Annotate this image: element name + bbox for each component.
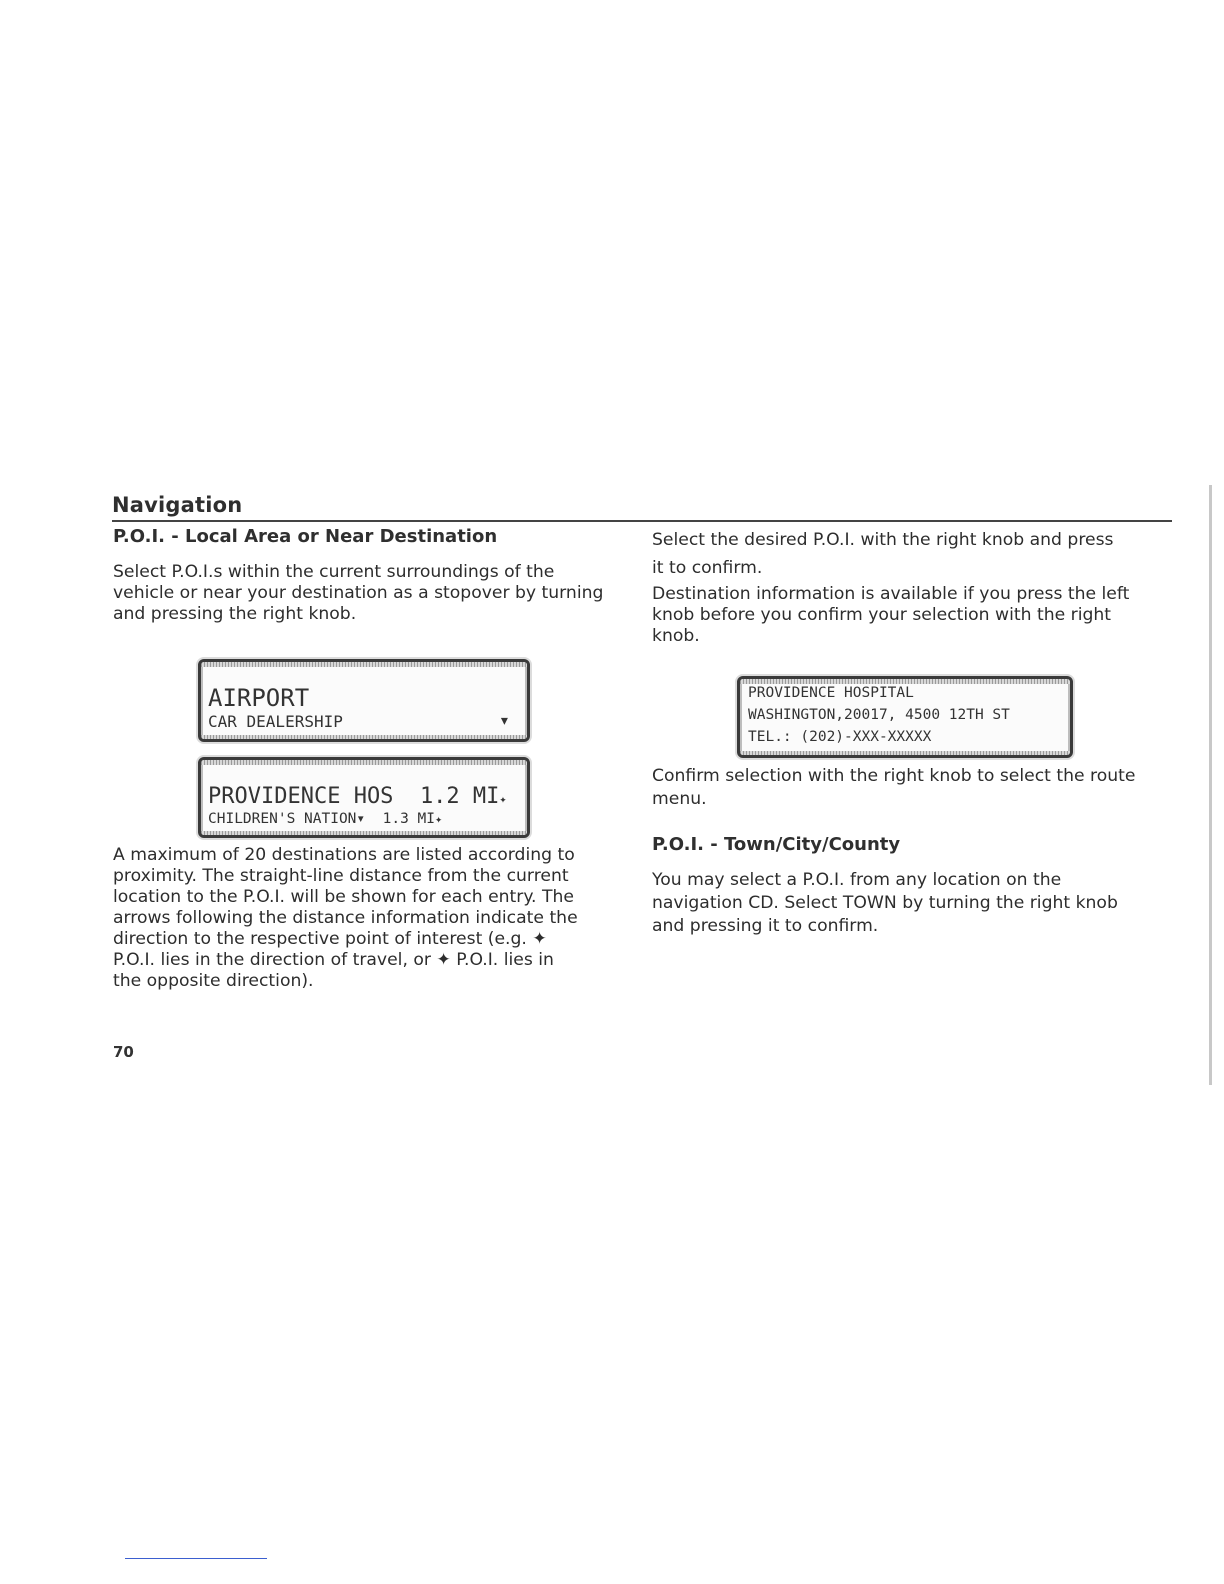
select-paragraph	[652, 526, 1172, 582]
paragraph-line: Select the desired P.O.I. with the right knob and press	[652, 530, 1114, 550]
paragraph-line: it to confirm.	[652, 558, 763, 578]
town-paragraph	[652, 869, 1172, 938]
display-destination-info	[737, 676, 1073, 758]
scroll-down-icon: ▾	[356, 811, 366, 827]
poi-name: CHILDREN'S NATION	[208, 811, 357, 827]
paragraph-line: menu.	[652, 789, 707, 809]
poi-name: PROVIDENCE HOS	[208, 784, 394, 809]
display-poi-category	[198, 659, 530, 742]
paragraph-line: navigation CD. Select TOWN by turning the right knob	[652, 893, 1118, 913]
footer-line	[125, 1558, 267, 1559]
page-edge-shadow	[1209, 485, 1212, 1085]
intro-line: vehicle or near your destination as a stopover by turning	[113, 583, 604, 603]
page-number: 70	[113, 1043, 134, 1061]
paragraph-line: knob.	[652, 626, 700, 646]
intro-paragraph	[113, 562, 633, 625]
display-poi-list	[198, 757, 530, 838]
destination-info-paragraph	[652, 584, 1172, 647]
body-line: P.O.I. lies in the direction of travel, or ✦ P.O.I. lies in	[113, 950, 554, 970]
paragraph-line: knob before you confirm your selection with the right	[652, 605, 1112, 625]
body-line: the opposite direction).	[113, 971, 314, 991]
poi-distance: 1.2 MI	[419, 784, 500, 809]
paragraph-line: You may select a P.O.I. from any location on the	[652, 870, 1062, 890]
body-line: proximity. The straight-line distance from the current	[113, 866, 569, 886]
display-line-secondary	[208, 811, 442, 827]
scroll-down-icon: ▾	[499, 710, 510, 731]
confirm-paragraph	[652, 765, 1172, 811]
direction-arrow-icon: ✦	[499, 792, 507, 806]
heading-local-area: P.O.I. - Local Area or Near Destination	[113, 526, 498, 547]
display-line-name: PROVIDENCE HOSPITAL	[748, 685, 914, 701]
display-line-primary	[208, 784, 507, 809]
paragraph-line: Confirm selection with the right knob to select the route	[652, 766, 1136, 786]
display-line-primary: AIRPORT	[208, 684, 310, 712]
heading-town-city-county: P.O.I. - Town/City/County	[652, 834, 901, 855]
body-line: A maximum of 20 destinations are listed according to	[113, 845, 575, 865]
direction-arrow-icon: ✦	[435, 812, 443, 826]
body-line: direction to the respective point of interest (e.g. ✦	[113, 929, 547, 949]
display-line-phone: TEL.: (202)-XXX-XXXXX	[748, 729, 932, 745]
body-line: arrows following the distance information indicate the	[113, 908, 578, 928]
header-rule	[112, 520, 1172, 522]
poi-distance: 1.3 MI	[382, 811, 435, 827]
display-line-secondary: CAR DEALERSHIP	[208, 712, 343, 731]
section-title: Navigation	[112, 493, 243, 517]
body-line: location to the P.O.I. will be shown for each entry. The	[113, 887, 574, 907]
intro-line: and pressing the right knob.	[113, 604, 357, 624]
display-line-address: WASHINGTON,20017, 4500 12TH ST	[748, 707, 1010, 723]
paragraph-line: Destination information is available if you press the left	[652, 584, 1130, 604]
body-paragraph	[113, 845, 633, 992]
paragraph-line: and pressing it to confirm.	[652, 916, 879, 936]
intro-line: Select P.O.I.s within the current surroundings of the	[113, 562, 555, 582]
